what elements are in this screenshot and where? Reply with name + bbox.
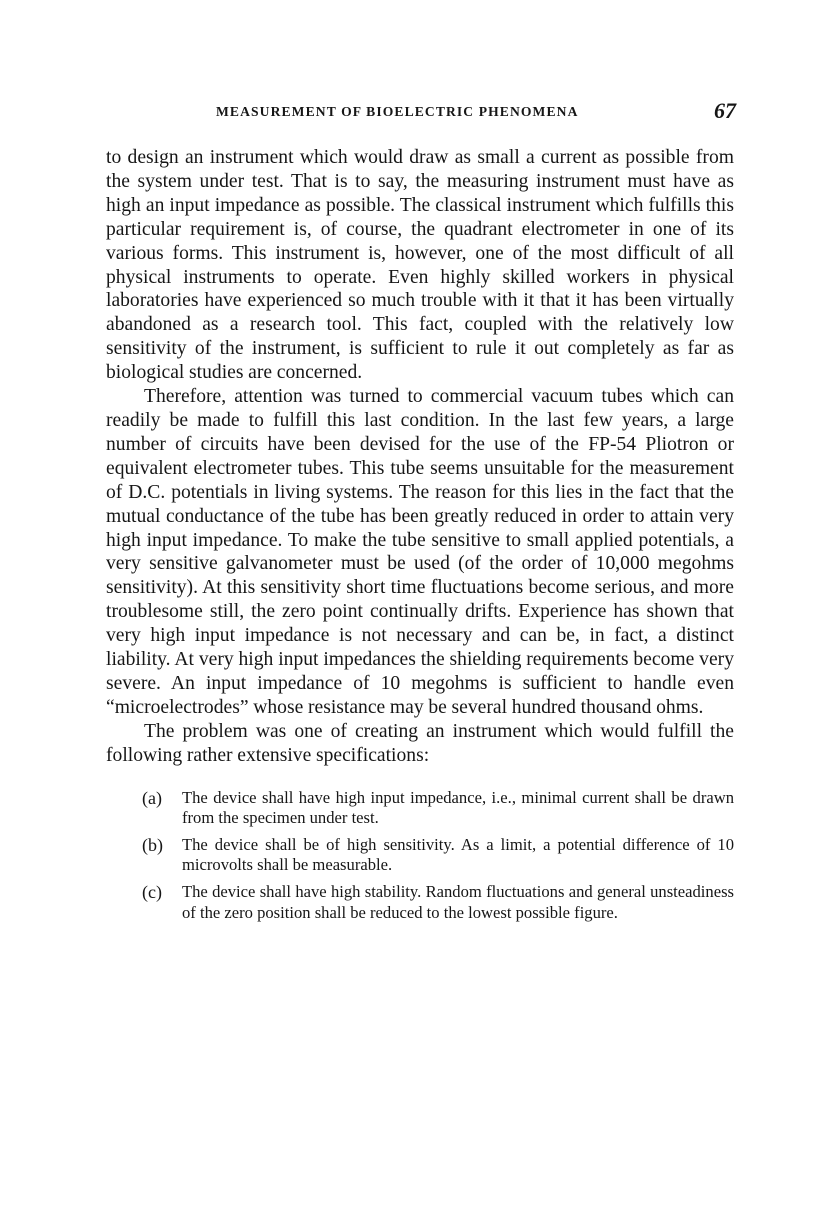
list-item-text: The device shall be of high sensitivity. As a limit, a potential difference of 10 microvolts shall be measurable. <box>182 834 734 875</box>
list-item <box>106 835 734 876</box>
list-item <box>106 882 734 923</box>
list-item-text: The device shall have high stability. Random fluctuations and general unsteadiness of the zero position shall be reduced to the lowest possible figure. <box>182 881 734 922</box>
running-head <box>106 98 736 128</box>
page-number: 67 <box>714 98 736 123</box>
running-title: MEASUREMENT OF BIOELECTRIC PHENOMENA <box>216 104 579 119</box>
specification-list <box>106 788 734 924</box>
paragraph-specifications-intro: The problem was one of creating an instrument which would fulfill the following rather extensive specifications: <box>106 720 734 766</box>
paragraph-vacuum-tubes: Therefore, attention was turned to commercial vacuum tubes which can readily be made to fulfill this last condition. In the last few years, a large number of circuits have been devised for the use of the FP-54 Pliotron or equivalent electrometer tubes. This tube seems unsuitable for the measurement of D.C. potentials in living systems. The reason for this lies in the fact that the mutual conductance of the tube has been greatly reduced in order to attain very high input impedance. To make the tube sensitive to small applied potentials, a very sensitive galvanometer must be used (of the order of 10,000 megohms sensitivity). At this sensitivity short time fluctuations become serious, and more troublesome still, the zero point continually drifts. Experience has shown that very high input impedance is not necessary and can be, in fact, a distinct liability. At very high input impedances the shielding requirements become very severe. An input impedance of 10 megohms is sufficient to handle even “microelectrodes” whose resistance may be several hundred thousand ohms. <box>106 386 734 718</box>
list-marker: (a) <box>142 787 162 808</box>
list-marker: (c) <box>142 881 162 902</box>
body-text <box>106 146 734 929</box>
list-marker: (b) <box>142 834 163 855</box>
list-item <box>106 788 734 829</box>
paragraph-continued: to design an instrument which would draw as small a current as possible from the system under test. That is to say, the measuring instrument must have as high an input impedance as possible. The classical instrument which fulfills this particular requirement is, of course, the quadrant electrometer in one of its various forms. This instrument is, however, one of the most difficult of all physical instruments to operate. Even highly skilled workers in physical laboratories have experienced so much trouble with it that it has been virtually abandoned as a research tool. This fact, coupled with the relatively low sensitivity of the instrument, is sufficient to rule it out completely as far as biological studies are concerned. <box>106 147 734 384</box>
list-item-text: The device shall have high input impedance, i.e., minimal current shall be drawn from the specimen under test. <box>182 787 734 828</box>
